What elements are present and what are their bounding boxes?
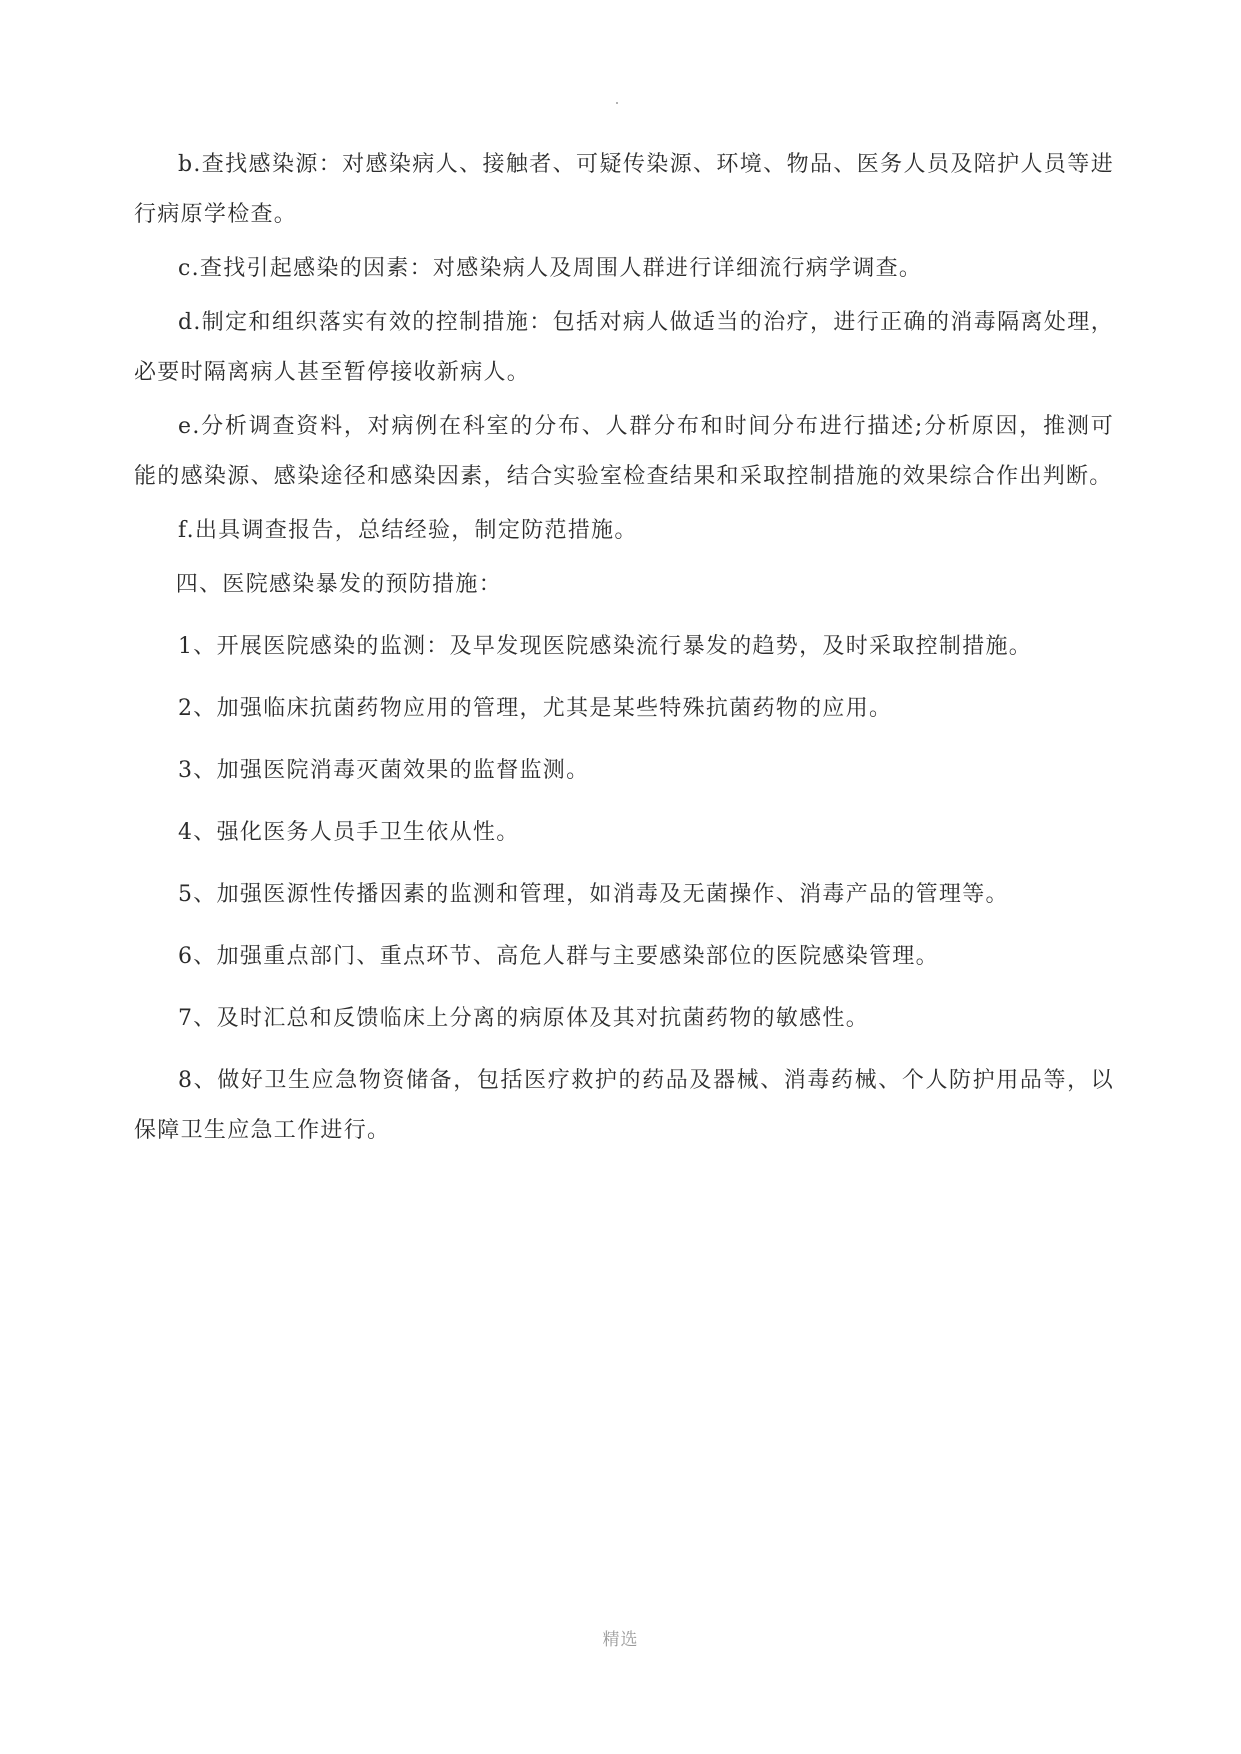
measure-item: 4、强化医务人员手卫生依从性。 <box>178 820 520 845</box>
paragraph-b: b.查找感染源：对感染病人、接触者、可疑传染源、环境、物品、医务人员及陪护人员等进行病原学检查。 <box>134 152 1114 227</box>
paragraph-e: e.分析调查资料，对病例在科室的分布、人群分布和时间分布进行描述;分析原因，推测可能的感染源、感染途径和感染因素，结合实验室检查结果和采取控制措施的效果综合作出判断。 <box>134 414 1114 489</box>
section-heading: 四、医院感染暴发的预防措施： <box>175 572 502 597</box>
measure-item: 1、开展医院感染的监测：及早发现医院感染流行暴发的趋势，及时采取控制措施。 <box>178 634 1033 659</box>
measure-item: 3、加强医院消毒灭菌效果的监督监测。 <box>178 758 590 783</box>
measure-item: 6、加强重点部门、重点环节、高危人群与主要感染部位的医院感染管理。 <box>178 944 939 969</box>
measure-item: 8、做好卫生应急物资储备，包括医疗救护的药品及器械、消毒药械、个人防护用品等，以保障卫生应急工作进行。 <box>134 1068 1114 1143</box>
paragraph-d: d.制定和组织落实有效的控制措施：包括对病人做适当的治疗，进行正确的消毒隔离处理，必要时隔离病人甚至暂停接收新病人。 <box>134 310 1114 385</box>
page-footer-label: 精选 <box>602 1630 639 1650</box>
paragraph-c: c.查找引起感染的因素：对感染病人及周围人群进行详细流行病学调查。 <box>178 256 923 281</box>
measure-item: 5、加强医源性传播因素的监测和管理，如消毒及无菌操作、消毒产品的管理等。 <box>178 882 1009 907</box>
document-body <box>134 140 1114 1156</box>
measure-item: 2、加强临床抗菌药物应用的管理，尤其是某些特殊抗菌药物的应用。 <box>178 696 893 721</box>
header-mark <box>616 102 618 104</box>
measure-item: 7、及时汇总和反馈临床上分离的病原体及其对抗菌药物的敏感性。 <box>178 1006 869 1031</box>
paragraph-f: f.出具调查报告，总结经验，制定防范措施。 <box>178 518 638 543</box>
